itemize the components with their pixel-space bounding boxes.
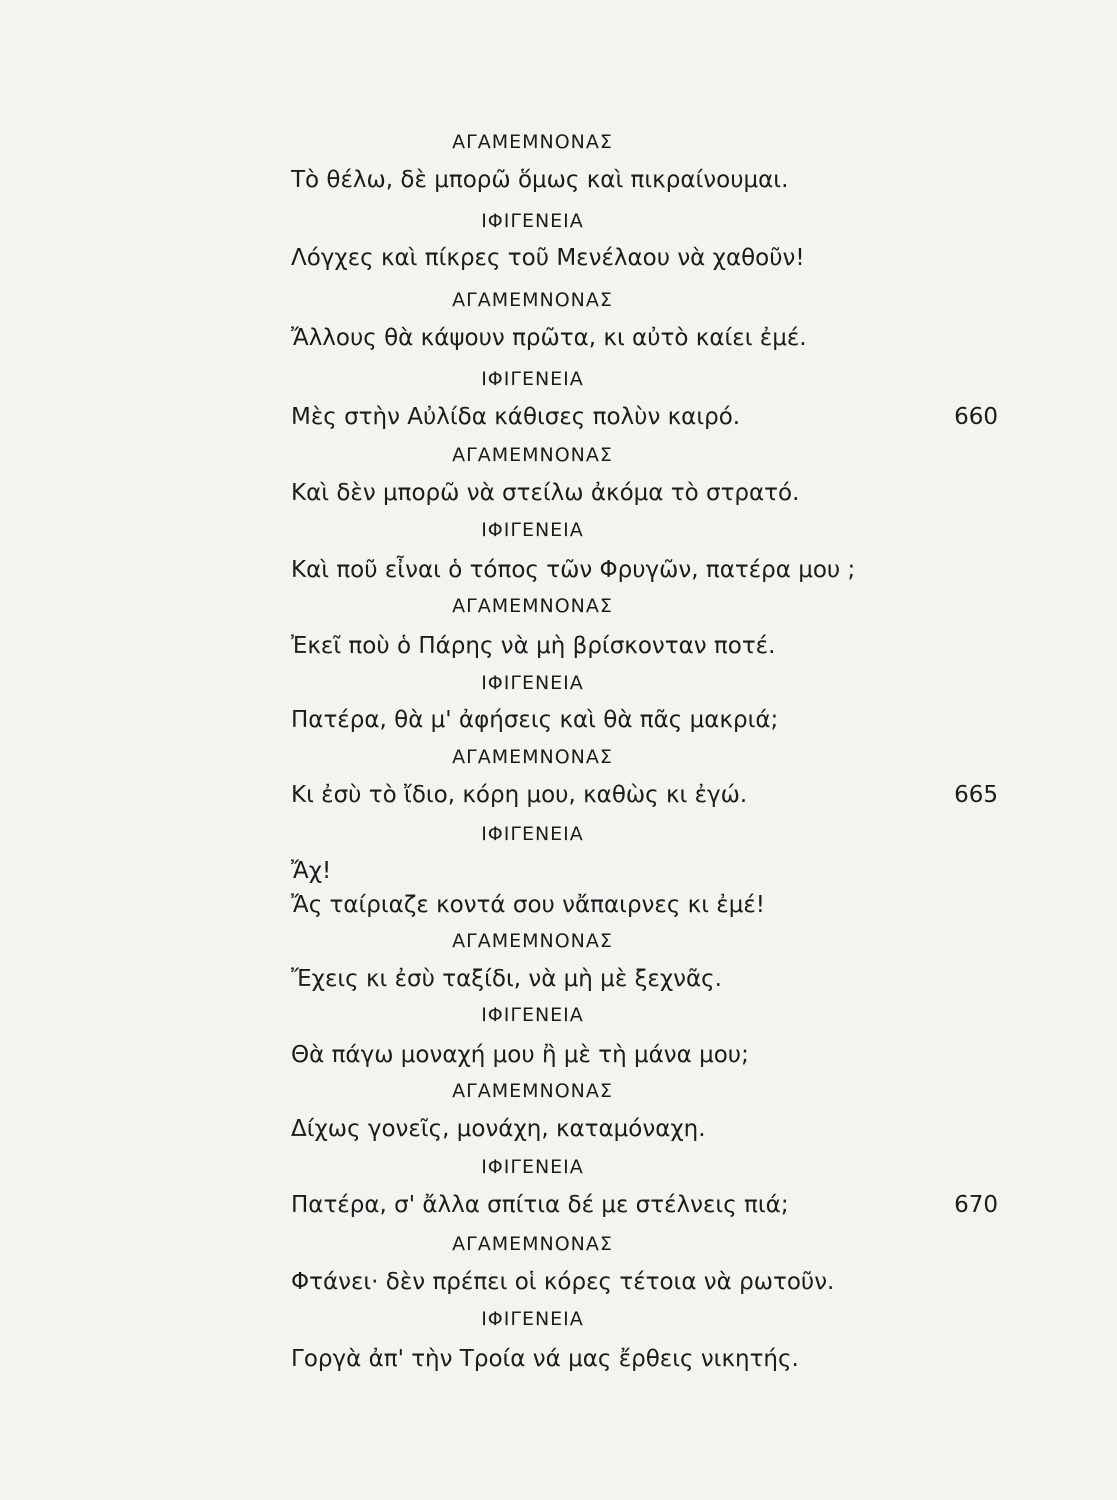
verse-line: Πατέρα, θὰ μ' ἀφήσεις καὶ θὰ πᾶς μακριά;: [291, 707, 779, 733]
speaker-name: ΙΦΙΓΕΝΕΙΑ: [481, 823, 584, 845]
verse-line: Μὲς στὴν Αὐλίδα κάθισες πολὺν καιρό.: [291, 404, 741, 430]
speaker-name: ΑΓΑΜΕΜΝΟΝΑΣ: [452, 930, 613, 952]
verse-line: Ἔχεις κι ἐσὺ ταξίδι, νὰ μὴ μὲ ξεχνᾶς.: [291, 966, 722, 992]
verse-line: Λόγχες καὶ πίκρες τοῦ Μενέλαου νὰ χαθοῦν!: [291, 245, 805, 271]
speaker-name: ΙΦΙΓΕΝΕΙΑ: [481, 672, 584, 694]
verse-line: Ἐκεῖ ποὺ ὁ Πάρης νὰ μὴ βρίσκονταν ποτέ.: [291, 633, 776, 659]
speaker-name: ΙΦΙΓΕΝΕΙΑ: [481, 368, 584, 390]
speaker-name: ΑΓΑΜΕΜΝΟΝΑΣ: [452, 595, 613, 617]
verse-line: Πατέρα, σ' ἄλλα σπίτια δέ με στέλνεις πιά;: [291, 1192, 789, 1218]
speaker-name: ΙΦΙΓΕΝΕΙΑ: [481, 1156, 584, 1178]
verse-line: Φτάνει· δὲν πρέπει οἱ κόρες τέτοια νὰ ρωτοῦν.: [291, 1269, 835, 1295]
verse-line: Δίχως γονεῖς, μονάχη, καταμόναχη.: [291, 1116, 706, 1142]
speaker-name: ΙΦΙΓΕΝΕΙΑ: [481, 1308, 584, 1330]
line-number: 670: [954, 1192, 998, 1218]
verse-line: Καὶ ποῦ εἶναι ὁ τόπος τῶν Φρυγῶν, πατέρα μου ;: [291, 557, 856, 583]
speaker-name: ΑΓΑΜΕΜΝΟΝΑΣ: [452, 1233, 613, 1255]
speaker-name: ΑΓΑΜΕΜΝΟΝΑΣ: [452, 1080, 613, 1102]
speaker-name: ΑΓΑΜΕΜΝΟΝΑΣ: [452, 289, 613, 311]
speaker-name: ΑΓΑΜΕΜΝΟΝΑΣ: [452, 444, 613, 466]
verse-line: Ἄς ταίριαζε κοντά σου νἄπαιρνες κι ἐμέ!: [291, 892, 766, 918]
verse-line: Ἄλλους θὰ κάψουν πρῶτα, κι αὐτὸ καίει ἐμέ.: [291, 325, 807, 351]
verse-line: Καὶ δὲν μπορῶ νὰ στείλω ἀκόμα τὸ στρατό.: [291, 480, 800, 506]
verse-line: Γοργὰ ἀπ' τὴν Τροία νά μας ἔρθεις νικητής.: [291, 1346, 799, 1372]
speaker-name: ΑΓΑΜΕΜΝΟΝΑΣ: [452, 746, 613, 768]
speaker-name: ΙΦΙΓΕΝΕΙΑ: [481, 519, 584, 541]
verse-line: Τὸ θέλω, δὲ μπορῶ ὅμως καὶ πικραίνουμαι.: [291, 167, 789, 193]
line-number: 660: [954, 404, 998, 430]
speaker-name: ΑΓΑΜΕΜΝΟΝΑΣ: [452, 131, 613, 153]
verse-line: Ἄχ!: [291, 858, 332, 884]
speaker-name: ΙΦΙΓΕΝΕΙΑ: [481, 210, 584, 232]
verse-line: Θὰ πάγω μοναχή μου ἢ μὲ τὴ μάνα μου;: [291, 1042, 749, 1068]
speaker-name: ΙΦΙΓΕΝΕΙΑ: [481, 1004, 584, 1026]
line-number: 665: [954, 782, 998, 808]
verse-line: Κι ἐσὺ τὸ ἴδιο, κόρη μου, καθὼς κι ἐγώ.: [291, 782, 748, 808]
